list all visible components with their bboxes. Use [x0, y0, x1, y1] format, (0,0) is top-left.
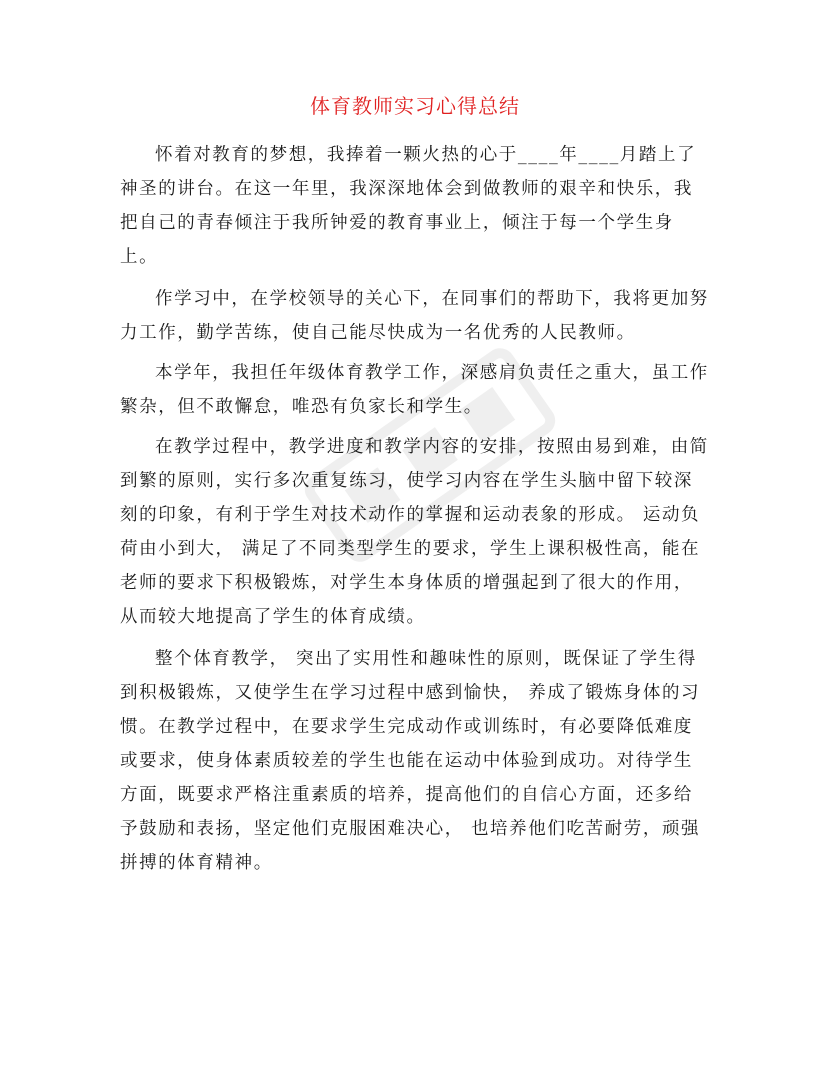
document-body: [120, 138, 712, 880]
paragraph-4: 在教学过程中，教学进度和教学内容的安排，按照由易到难，由简到繁的原则，实行多次重复练习，使学习内容在学生头脑中留下较深刻的印象，有利于学生对技术动作的掌握和运动表象的形成。 运动负荷由小到大， 满足了不同类型学生的要求，学生上课积极性高，能在老师的要求下积极锻炼，对学生本身体质的增强起到了很大的作用，从而较大地提高了学生的体育成绩。: [120, 437, 709, 627]
paragraph-3: 本学年，我担任年级体育教学工作，深感肩负责任之重大，虽工作繁杂，但不敢懈怠，唯恐有负家长和学生。: [120, 363, 709, 417]
paragraph-2: 作学习中，在学校领导的关心下，在同事们的帮助下，我将更加努力工作，勤学苦练，使自己能尽快成为一名优秀的人民教师。: [120, 289, 709, 343]
document-title: 体育教师实习心得总结: [310, 94, 520, 118]
paragraph-1: 怀着对教育的梦想，我捧着一颗火热的心于____年____月踏上了神圣的讲台。在这一年里，我深深地体会到做教师的艰辛和快乐，我把自己的青春倾注于我所钟爱的教育事业上，倾注于每一个学生身上。: [120, 145, 697, 267]
paragraph-5: 整个体育教学， 突出了实用性和趣味性的原则，既保证了学生得到积极锻炼，又使学生在学习过程中感到愉快， 养成了锻炼身体的习惯。在教学过程中，在要求学生完成动作或训练时，有必要降低难度或要求，使身体素质较差的学生也能在运动中体验到成功。对待学生方面，既要求严格注重素质的培养，提高他们的自信心方面，还多给予鼓励和表扬，坚定他们克服困难决心， 也培养他们吃苦耐劳，顽强拼搏的体育精神。: [120, 649, 701, 873]
